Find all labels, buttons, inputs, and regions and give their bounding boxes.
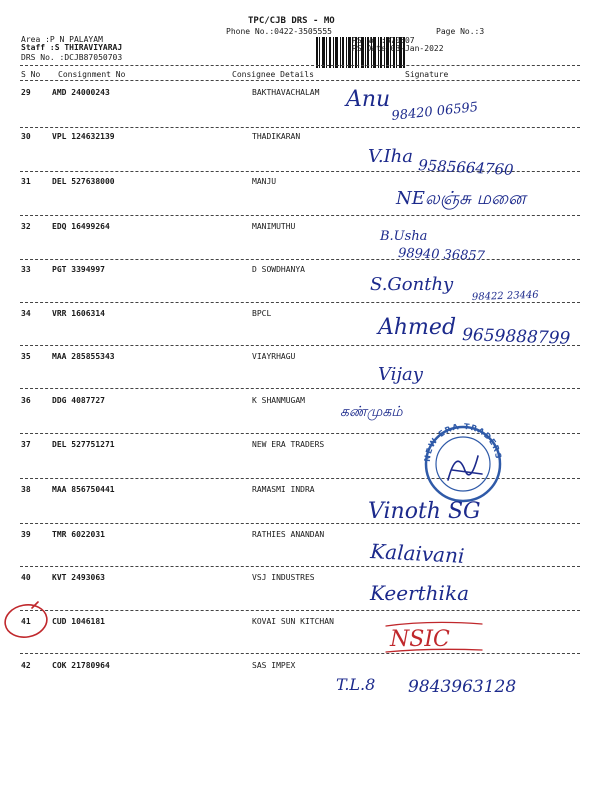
signature-text: B.Usha	[380, 229, 428, 244]
header-divider-bottom	[20, 80, 580, 81]
red-circle-mark	[2, 600, 54, 640]
row-consignee: BAKTHAVACHALAM	[252, 88, 320, 97]
row-sno: 36	[21, 396, 31, 405]
row-consignment: VPL 124632139	[52, 132, 115, 141]
signature-text: Vijay	[378, 364, 423, 385]
signature-text: S.Gonthy	[370, 274, 454, 295]
row-sno: 37	[21, 440, 31, 449]
signature-phone: 98420 06595	[390, 99, 479, 124]
signature	[376, 356, 476, 388]
row-divider	[20, 215, 580, 216]
row-divider	[20, 388, 580, 389]
row-consignment: MAA 856750441	[52, 485, 115, 494]
document-title: TPC/CJB DRS - MO	[248, 16, 335, 26]
signature-text: கண்முகம்	[340, 404, 403, 420]
column-header-signature: Signature	[405, 70, 449, 79]
page-number: Page No.:3	[436, 27, 485, 36]
area-label: Area :P N PALAYAM	[21, 35, 103, 44]
row-sno: 29	[21, 88, 31, 97]
signature-text: Ahmed	[378, 315, 457, 340]
signature	[332, 666, 572, 702]
signature	[364, 488, 564, 528]
row-consignment: EDQ 16499264	[52, 222, 110, 231]
row-consignee: RAMASMI INDRA	[252, 485, 315, 494]
signature-phone: 98422 23446	[471, 289, 539, 303]
row-consignee: VSJ INDUSTRES	[252, 573, 315, 582]
row-sno: 30	[21, 132, 31, 141]
stamp-text: NEW ERA TRADERS	[422, 421, 504, 463]
signature	[366, 578, 506, 610]
row-consignee: D SOWDHANYA	[252, 265, 305, 274]
signature-text: T.L.8	[336, 675, 376, 694]
table-row	[0, 88, 600, 98]
row-consignment: PGT 3394997	[52, 265, 105, 274]
row-consignee: K SHANMUGAM	[252, 396, 305, 405]
phone-number: Phone No.:0422-3505555	[226, 27, 332, 36]
signature-text: Anu	[346, 87, 391, 112]
header-divider-top	[20, 65, 580, 66]
row-divider	[20, 653, 580, 654]
row-sno: 34	[21, 309, 31, 318]
row-consignment: CUD 1046181	[52, 617, 105, 626]
column-header-consignment: Consignment No	[58, 70, 126, 79]
row-sno: 33	[21, 265, 31, 274]
row-consignment: AMD 24000243	[52, 88, 110, 97]
signature-phone: 9659888799	[461, 325, 571, 349]
signature	[368, 266, 568, 306]
rs-number: RS No.:870507	[352, 36, 415, 45]
signature-text: V.Iha	[368, 146, 414, 167]
drs-number: DRS No. :DCJB87050703	[21, 53, 123, 62]
staff-label: Staff :S THIRAVIYARAJ	[21, 43, 123, 52]
signature	[378, 224, 528, 265]
signature-text: Kalaivani	[369, 539, 465, 568]
row-consignee: MANJU	[252, 177, 277, 186]
row-sno: 39	[21, 530, 31, 539]
stamp-signature-stroke	[448, 456, 482, 480]
row-consignment: VRR 1606314	[52, 309, 105, 318]
signature-text: NSIC	[390, 627, 450, 652]
row-consignee: KOVAI SUN KITCHAN	[252, 617, 334, 626]
row-consignment: COK 21780964	[52, 661, 110, 670]
row-sno: 42	[21, 661, 31, 670]
row-consignee: NEW ERA TRADERS	[252, 440, 325, 449]
row-consignee: THADIKARAN	[252, 132, 301, 141]
table-row	[0, 573, 600, 583]
row-divider	[20, 610, 580, 611]
rs-date: RS Date:03-Jan-2022	[352, 44, 444, 53]
signature	[374, 302, 584, 348]
row-sno: 40	[21, 573, 31, 582]
row-consignee: VIAYRHAGU	[252, 352, 296, 361]
column-header-sno: S No	[21, 70, 41, 79]
signature-text: NEலஞ்சு மனை	[396, 188, 526, 209]
signature-text: Vinoth SG	[368, 499, 481, 524]
signature-phone: 98940 36857	[397, 246, 486, 265]
signature	[364, 140, 544, 179]
red-underline-stroke	[386, 622, 482, 626]
row-consignee: SAS IMPEX	[252, 661, 296, 670]
row-consignee: MANIMUTHU	[252, 222, 296, 231]
row-sno: 31	[21, 177, 31, 186]
row-consignment: DDG 4087727	[52, 396, 105, 405]
svg-text:NEW ERA TRADERS	[423, 422, 503, 462]
signature-phone: 9843963128	[408, 677, 517, 697]
signature	[380, 618, 490, 656]
row-consignee: RATHIES ANANDAN	[252, 530, 325, 539]
row-consignment: DEL 527638000	[52, 177, 115, 186]
row-sno: 32	[21, 222, 31, 231]
row-consignment: DEL 527751271	[52, 440, 115, 449]
signature	[392, 180, 542, 214]
table-row	[0, 396, 600, 406]
row-sno: 41	[21, 617, 31, 626]
signature-phone: 9585664760	[417, 156, 515, 179]
column-header-consignee: Consignee Details	[232, 70, 314, 79]
row-consignment: KVT 2493063	[52, 573, 105, 582]
table-row	[0, 440, 600, 450]
signature	[340, 82, 510, 128]
table-row	[0, 617, 600, 627]
row-consignment: MAA 285855343	[52, 352, 115, 361]
signature-text: Keerthika	[370, 581, 469, 605]
table-row	[0, 352, 600, 362]
row-consignee: BPCL	[252, 309, 272, 318]
row-sno: 38	[21, 485, 31, 494]
row-sno: 35	[21, 352, 31, 361]
signature	[366, 536, 526, 568]
row-consignment: TMR 6022031	[52, 530, 105, 539]
